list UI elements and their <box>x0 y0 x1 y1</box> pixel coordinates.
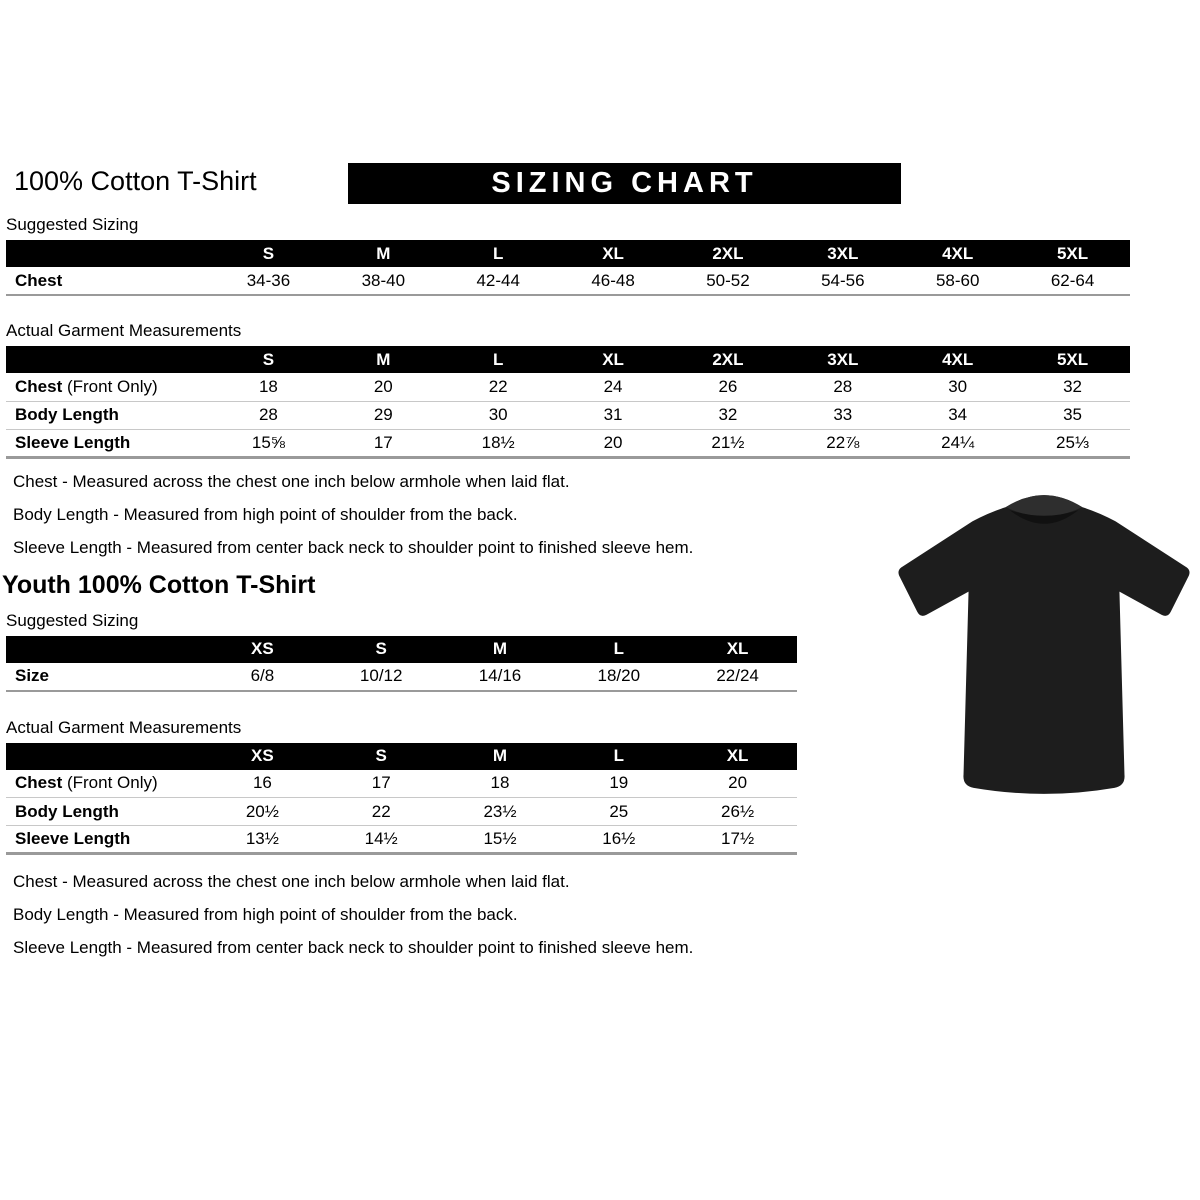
measurement-value: 58-60 <box>900 267 1015 295</box>
size-column-header: S <box>322 743 441 770</box>
size-column-header: 4XL <box>900 240 1015 267</box>
measurement-value: 28 <box>785 373 900 401</box>
measurement-value: 25⅓ <box>1015 429 1130 457</box>
measurement-row <box>6 373 1130 401</box>
measurement-value: 19 <box>559 770 678 798</box>
size-column-header: S <box>322 636 441 663</box>
measurement-value: 30 <box>441 401 556 429</box>
size-column-header: XL <box>556 346 671 373</box>
measurement-row <box>6 401 1130 429</box>
size-column-header: 5XL <box>1015 346 1130 373</box>
measurement-row <box>6 826 797 854</box>
size-column-header: M <box>326 240 441 267</box>
size-column-header: 3XL <box>785 240 900 267</box>
row-label: Size <box>6 663 203 691</box>
table-header-spacer <box>6 240 211 267</box>
measurement-value: 17½ <box>678 826 797 854</box>
measurement-value: 20 <box>556 429 671 457</box>
measurement-value: 18/20 <box>559 663 678 691</box>
measurement-value: 33 <box>785 401 900 429</box>
row-label: Body Length <box>6 401 211 429</box>
measurement-value: 24 <box>556 373 671 401</box>
adult-actual-measurements-label: Actual Garment Measurements <box>6 321 242 340</box>
measurement-value: 16 <box>203 770 322 798</box>
youth-title: Youth 100% Cotton T-Shirt <box>2 570 316 599</box>
measurement-value: 26 <box>671 373 786 401</box>
measurement-value: 20 <box>678 770 797 798</box>
note-sleeve-length: Sleeve Length - Measured from center back neck to shoulder point to finished sleeve hem. <box>13 938 694 957</box>
measurement-value: 22/24 <box>678 663 797 691</box>
measurement-value: 38-40 <box>326 267 441 295</box>
row-label: Sleeve Length <box>6 826 203 854</box>
size-column-header: 4XL <box>900 346 1015 373</box>
size-column-header: XL <box>678 743 797 770</box>
size-column-header: S <box>211 346 326 373</box>
measurement-value: 22 <box>441 373 556 401</box>
table-header-row <box>6 743 797 770</box>
adult-suggested-sizing-label: Suggested Sizing <box>6 215 139 234</box>
adult-header-row <box>6 163 1136 204</box>
measurement-value: 13½ <box>203 826 322 854</box>
size-column-header: S <box>211 240 326 267</box>
note-sleeve-length: Sleeve Length - Measured from center back neck to shoulder point to finished sleeve hem. <box>13 537 694 557</box>
measurement-value: 29 <box>326 401 441 429</box>
size-column-header: XL <box>556 240 671 267</box>
adult-suggested-sizing-table <box>6 240 1130 296</box>
youth-suggested-sizing-label: Suggested Sizing <box>6 610 139 630</box>
measurement-value: 22 <box>322 798 441 826</box>
row-label: Chest <box>6 267 211 295</box>
measurement-value: 54-56 <box>785 267 900 295</box>
note-body-length: Body Length - Measured from high point of shoulder from the back. <box>13 905 518 924</box>
measurement-value: 46-48 <box>556 267 671 295</box>
note-body-length: Body Length - Measured from high point of shoulder from the back. <box>13 504 518 524</box>
youth-suggested-sizing-table <box>6 636 797 692</box>
measurement-value: 20½ <box>203 798 322 826</box>
table-header-row <box>6 346 1130 373</box>
measurement-value: 6/8 <box>203 663 322 691</box>
measurement-value: 42-44 <box>441 267 556 295</box>
row-label: Chest (Front Only) <box>6 770 203 798</box>
adult-actual-measurements-table <box>6 346 1130 459</box>
measurement-value: 14/16 <box>441 663 560 691</box>
row-label: Sleeve Length <box>6 429 211 457</box>
measurement-value: 16½ <box>559 826 678 854</box>
sizing-chart-banner: SIZING CHART <box>348 163 901 204</box>
tshirt-body <box>898 495 1189 794</box>
tshirt-image <box>893 477 1195 815</box>
measurement-value: 32 <box>1015 373 1130 401</box>
black-tshirt-graphic <box>893 477 1195 815</box>
size-column-header: 2XL <box>671 240 786 267</box>
size-column-header: L <box>441 346 556 373</box>
measurement-value: 31 <box>556 401 671 429</box>
measurement-row <box>6 798 797 826</box>
table-header-row <box>6 240 1130 267</box>
measurement-row <box>6 770 797 798</box>
row-label: Chest (Front Only) <box>6 373 211 401</box>
measurement-value: 62-64 <box>1015 267 1130 295</box>
row-label: Body Length <box>6 798 203 826</box>
measurement-value: 25 <box>559 798 678 826</box>
measurement-value: 18 <box>441 770 560 798</box>
measurement-value: 26½ <box>678 798 797 826</box>
size-column-header: M <box>441 743 560 770</box>
measurement-value: 17 <box>322 770 441 798</box>
measurement-value: 10/12 <box>322 663 441 691</box>
measurement-value: 21½ <box>671 429 786 457</box>
measurement-value: 35 <box>1015 401 1130 429</box>
measurement-value: 28 <box>211 401 326 429</box>
table-header-spacer <box>6 743 203 770</box>
measurement-row <box>6 663 797 691</box>
measurement-value: 32 <box>671 401 786 429</box>
size-column-header: 3XL <box>785 346 900 373</box>
size-column-header: M <box>326 346 441 373</box>
measurement-value: 17 <box>326 429 441 457</box>
measurement-row <box>6 267 1130 295</box>
size-column-header: L <box>559 743 678 770</box>
note-chest: Chest - Measured across the chest one inch below armhole when laid flat. <box>13 471 570 491</box>
size-column-header: M <box>441 636 560 663</box>
measurement-value: 14½ <box>322 826 441 854</box>
table-header-spacer <box>6 346 211 373</box>
size-column-header: XL <box>678 636 797 663</box>
youth-measurement-notes <box>13 872 1136 958</box>
adult-title: 100% Cotton T-Shirt <box>14 166 257 196</box>
youth-actual-measurements-table <box>6 743 797 856</box>
table-header-spacer <box>6 636 203 663</box>
measurement-value: 34-36 <box>211 267 326 295</box>
measurement-value: 50-52 <box>671 267 786 295</box>
size-column-header: 5XL <box>1015 240 1130 267</box>
size-column-header: XS <box>203 636 322 663</box>
measurement-value: 30 <box>900 373 1015 401</box>
measurement-value: 34 <box>900 401 1015 429</box>
measurement-row <box>6 429 1130 457</box>
table-header-row <box>6 636 797 663</box>
size-column-header: XS <box>203 743 322 770</box>
note-chest: Chest - Measured across the chest one inch below armhole when laid flat. <box>13 872 570 891</box>
measurement-value: 23½ <box>441 798 560 826</box>
size-column-header: 2XL <box>671 346 786 373</box>
measurement-value: 18½ <box>441 429 556 457</box>
size-column-header: L <box>559 636 678 663</box>
measurement-value: 18 <box>211 373 326 401</box>
youth-actual-measurements-label: Actual Garment Measurements <box>6 717 242 737</box>
measurement-value: 24¼ <box>900 429 1015 457</box>
size-column-header: L <box>441 240 556 267</box>
measurement-value: 15½ <box>441 826 560 854</box>
measurement-value: 20 <box>326 373 441 401</box>
measurement-value: 15⅝ <box>211 429 326 457</box>
measurement-value: 22⅞ <box>785 429 900 457</box>
